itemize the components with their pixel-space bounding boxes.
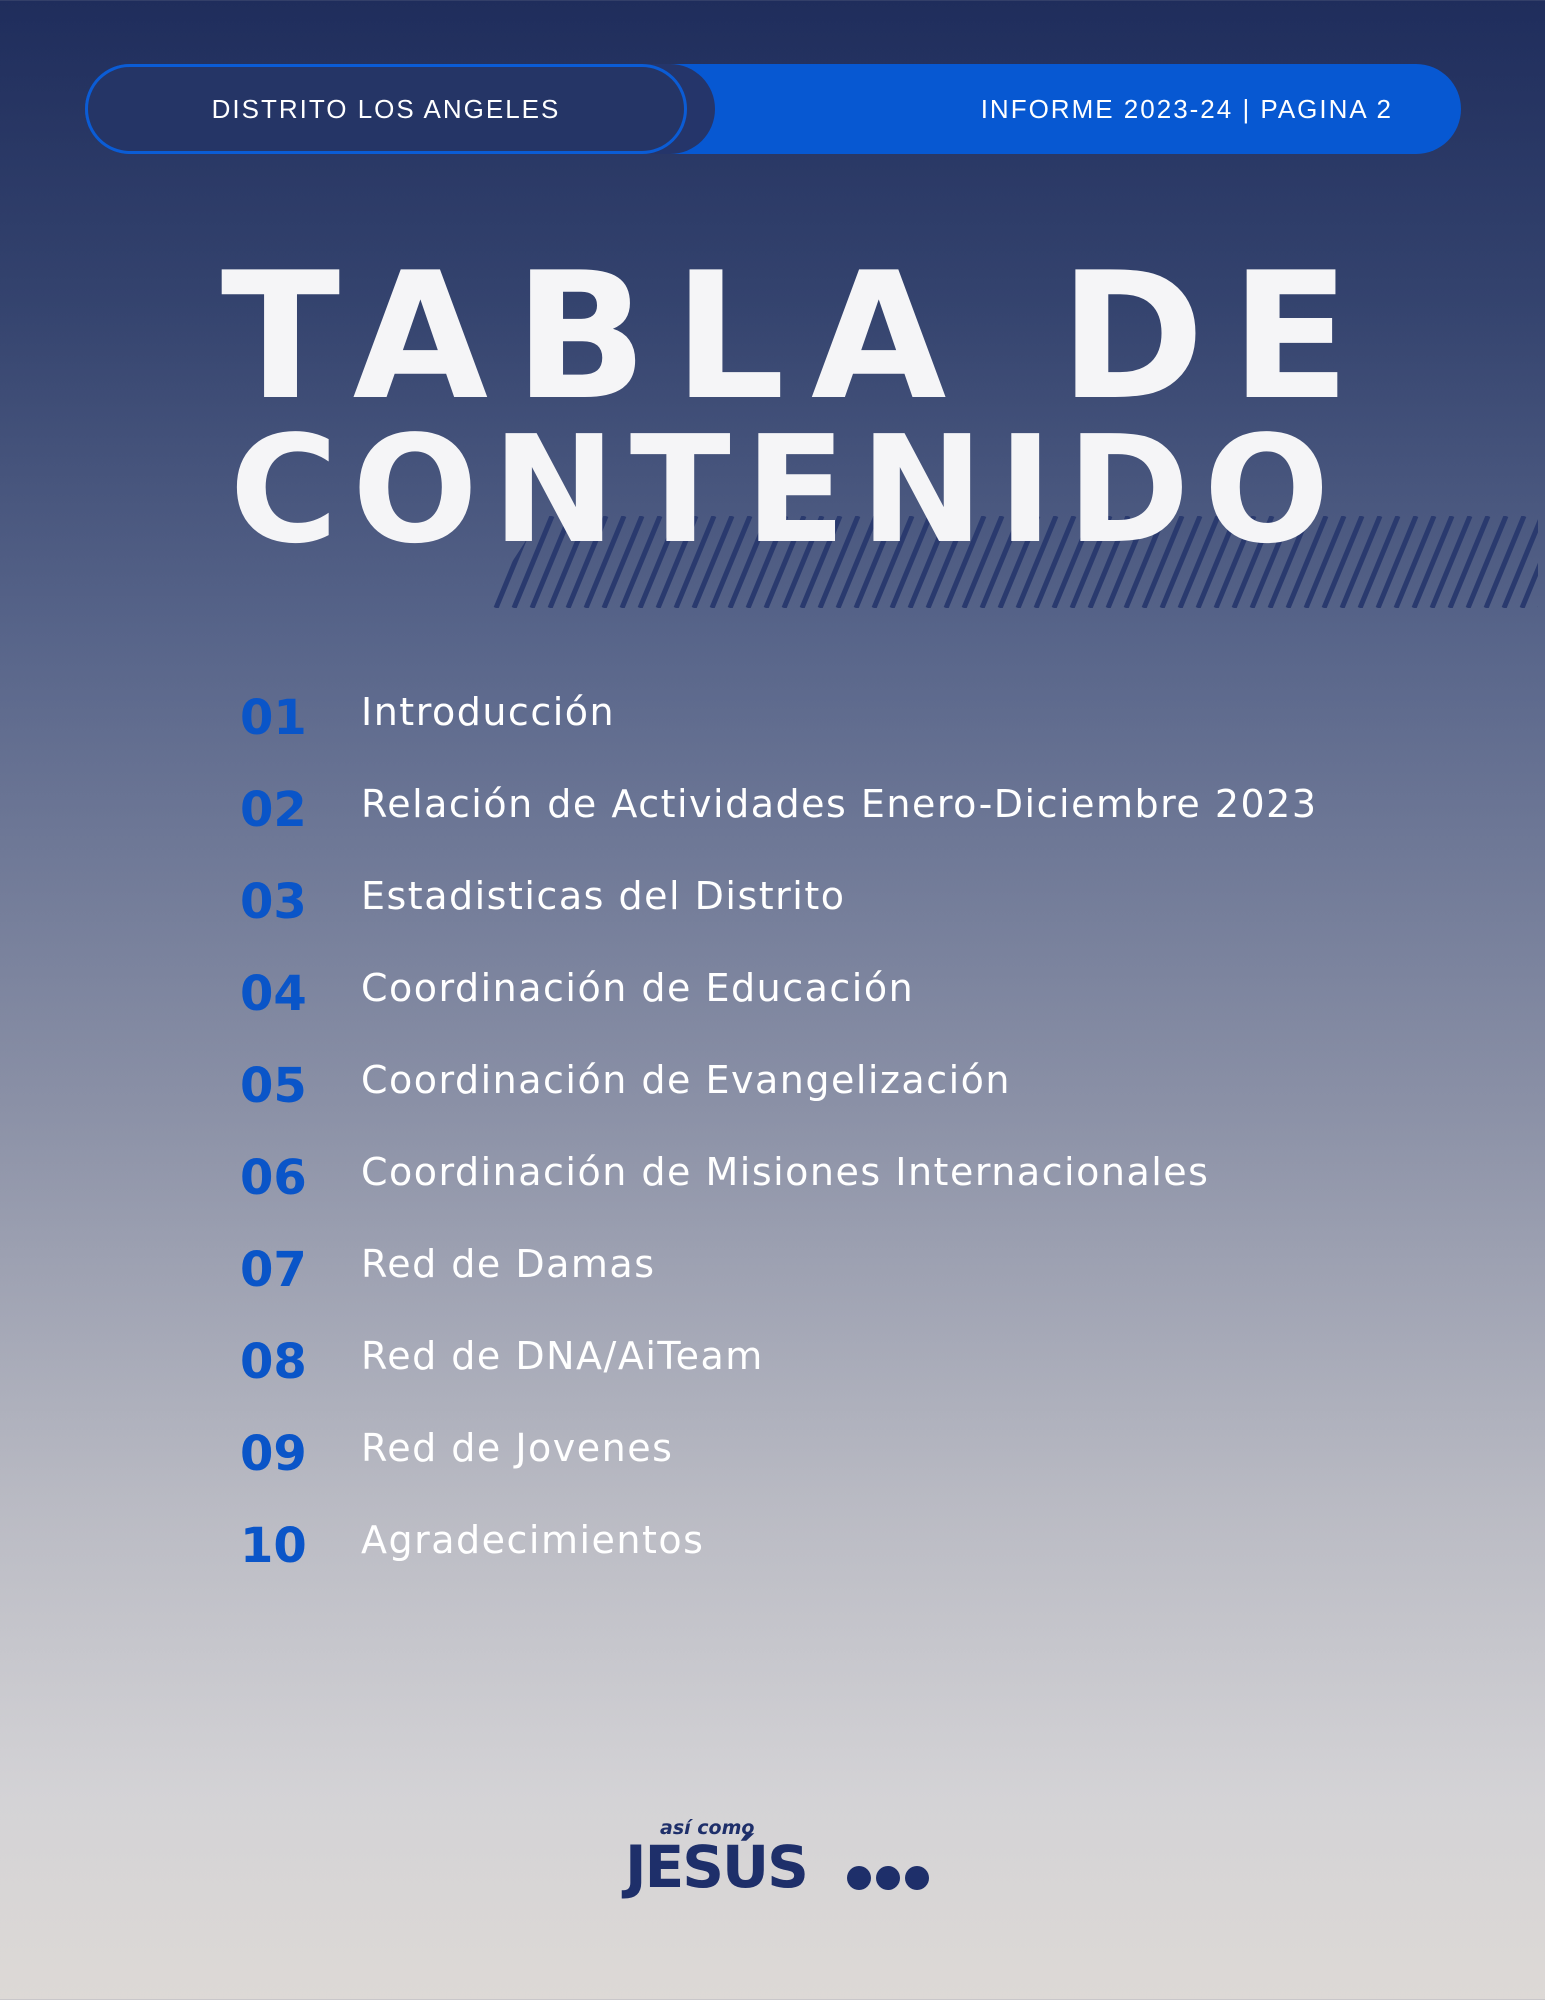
asi-como-jesus-logo: [625, 1815, 935, 1901]
district-pill: [85, 64, 687, 154]
toc-label[interactable]: Coordinación de Misiones Internacionales: [361, 1150, 1210, 1194]
toc-number: 01: [240, 690, 307, 746]
toc-label[interactable]: Introducción: [361, 690, 616, 734]
toc-label[interactable]: Agradecimientos: [361, 1518, 705, 1562]
toc-number: 06: [240, 1150, 307, 1206]
toc-label[interactable]: Red de Damas: [361, 1242, 656, 1286]
toc-number: 03: [240, 874, 307, 930]
toc-label[interactable]: Relación de Actividades Enero-Diciembre 2023: [361, 782, 1318, 826]
logo-wordmark: JESÚS: [625, 1833, 807, 1901]
report-page-label: INFORME 2023-24 | PAGINA 2: [980, 94, 1393, 124]
toc-label[interactable]: Coordinación de Evangelización: [361, 1058, 1011, 1102]
district-name: DISTRITO LOS ANGELES: [211, 93, 561, 124]
toc-label[interactable]: Estadisticas del Distrito: [361, 874, 846, 918]
ellipsis-dots-icon: [847, 1866, 929, 1890]
toc-number: 09: [240, 1426, 307, 1482]
toc-number: 02: [240, 782, 307, 838]
toc-number: 05: [240, 1058, 307, 1114]
toc-number: 07: [240, 1242, 307, 1298]
page-title-line-2: CONTENIDO: [229, 404, 1344, 576]
header-bar: [85, 64, 1461, 154]
page-title-line-1: TABLA DE: [220, 236, 1377, 439]
toc-label[interactable]: Coordinación de Educación: [361, 966, 915, 1010]
toc-label[interactable]: Red de Jovenes: [361, 1426, 674, 1470]
toc-number: 08: [240, 1334, 307, 1390]
toc-number: 10: [240, 1518, 307, 1574]
toc-number: 04: [240, 966, 307, 1022]
logo-tagline: así como: [660, 1817, 755, 1839]
toc-label[interactable]: Red de DNA/AiTeam: [361, 1334, 764, 1378]
